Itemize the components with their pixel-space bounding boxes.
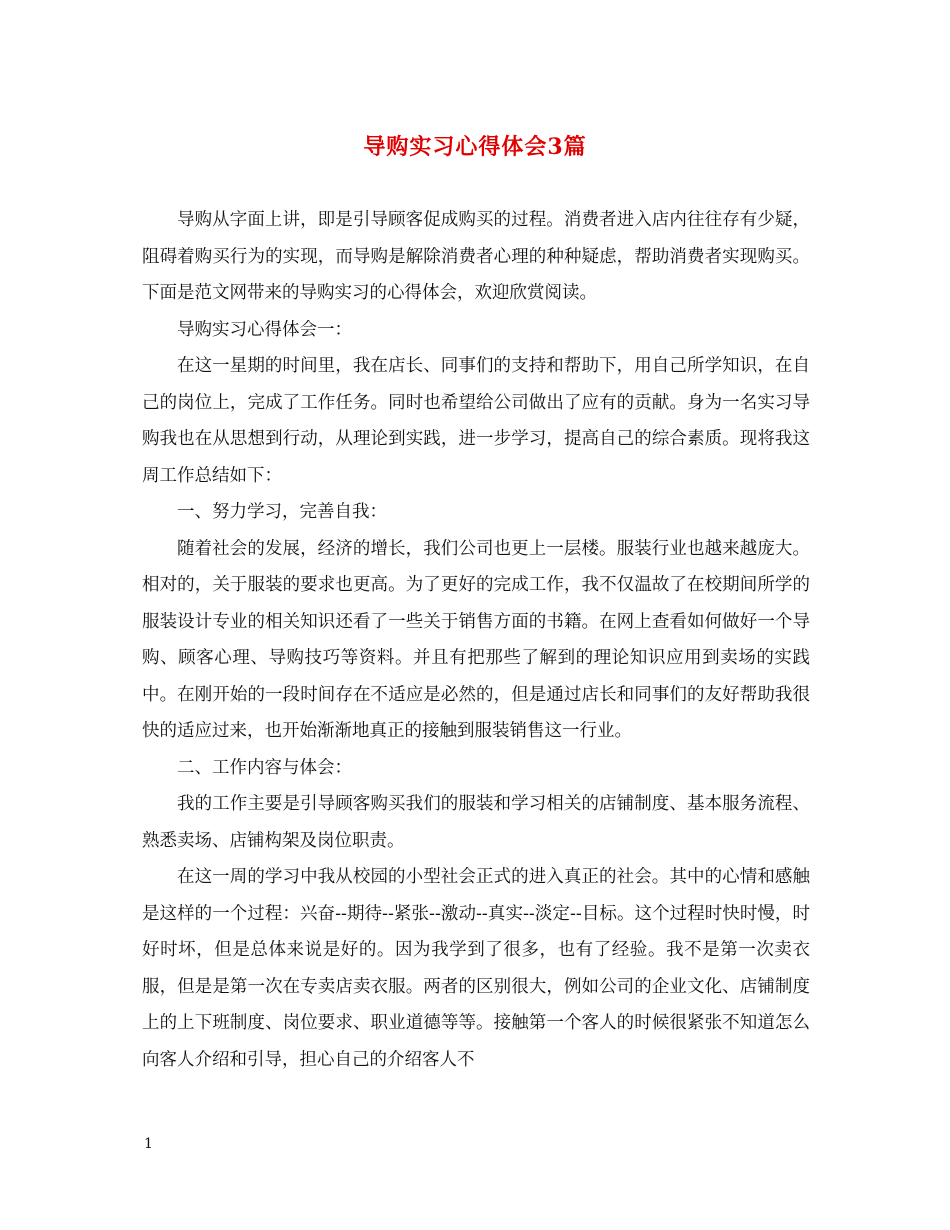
paragraph-experience: 在这一周的学习中我从校园的小型社会正式的进入真正的社会。其中的心情和感触是这样的一个过程：兴奋--期待--紧张--激动--真实--淡定--目标。这个过程时快时慢，时好时坏，但是总体来说是好的。因为我学到了很多，也有了经验。我不是第一次卖衣服，但是是第一次在专卖店卖衣服。两者的区别很大，例如公司的企业文化、店铺制度上的上下班制度、岗位要求、职业道德等等。接触第一个客人的时候很紧张不知道怎么向客人介绍和引导，担心自己的介绍客人不 [142, 867, 810, 1070]
section-heading-study: 一、努力学习，完善自我： [177, 502, 387, 522]
page-number: 1 [144, 1136, 153, 1152]
section-heading-work: 二、工作内容与体会： [177, 757, 352, 778]
paragraph-work-content: 我的工作主要是引导顾客购买我们的服装和学习相关的店铺制度、基本服务流程、熟悉卖场、店铺构架及岗位职责。 [142, 794, 810, 851]
document-body [142, 202, 810, 1078]
section-heading-part-one: 导购实习心得体会一： [177, 319, 352, 340]
document-title: 导购实习心得体会3篇 [363, 134, 587, 160]
paragraph-study: 随着社会的发展，经济的增长，我们公司也更上一层楼。服装行业也越来越庞大。相对的，关于服装的要求也更高。为了更好的完成工作，我不仅温故了在校期间所学的服装设计专业的相关知识还看了一些关于销售方面的书籍。在网上查看如何做好一个导购、顾客心理、导购技巧等资料。并且有把那些了解到的理论知识应用到卖场的实践中。在刚开始的一段时间存在不适应是必然的，但是通过店长和同事们的友好帮助我很快的适应过来，也开始渐渐地真正的接触到服装销售这一行业。 [142, 538, 810, 741]
paragraph-week-summary: 在这一星期的时间里，我在店长、同事们的支持和帮助下，用自己所学知识，在自己的岗位上，完成了工作任务。同时也希望给公司做出了应有的贡献。身为一名实习导购我也在从思想到行动，从理论到实践，进一步学习，提高自己的综合素质。现将我这周工作总结如下： [142, 356, 810, 486]
paragraph-intro: 导购从字面上讲，即是引导顾客促成购买的过程。消费者进入店内往往存有少疑，阻碍着购买行为的实现，而导购是解除消费者心理的种种疑虑，帮助消费者实现购买。下面是范文网带来的导购实习的心得体会，欢迎欣赏阅读。 [142, 210, 810, 303]
